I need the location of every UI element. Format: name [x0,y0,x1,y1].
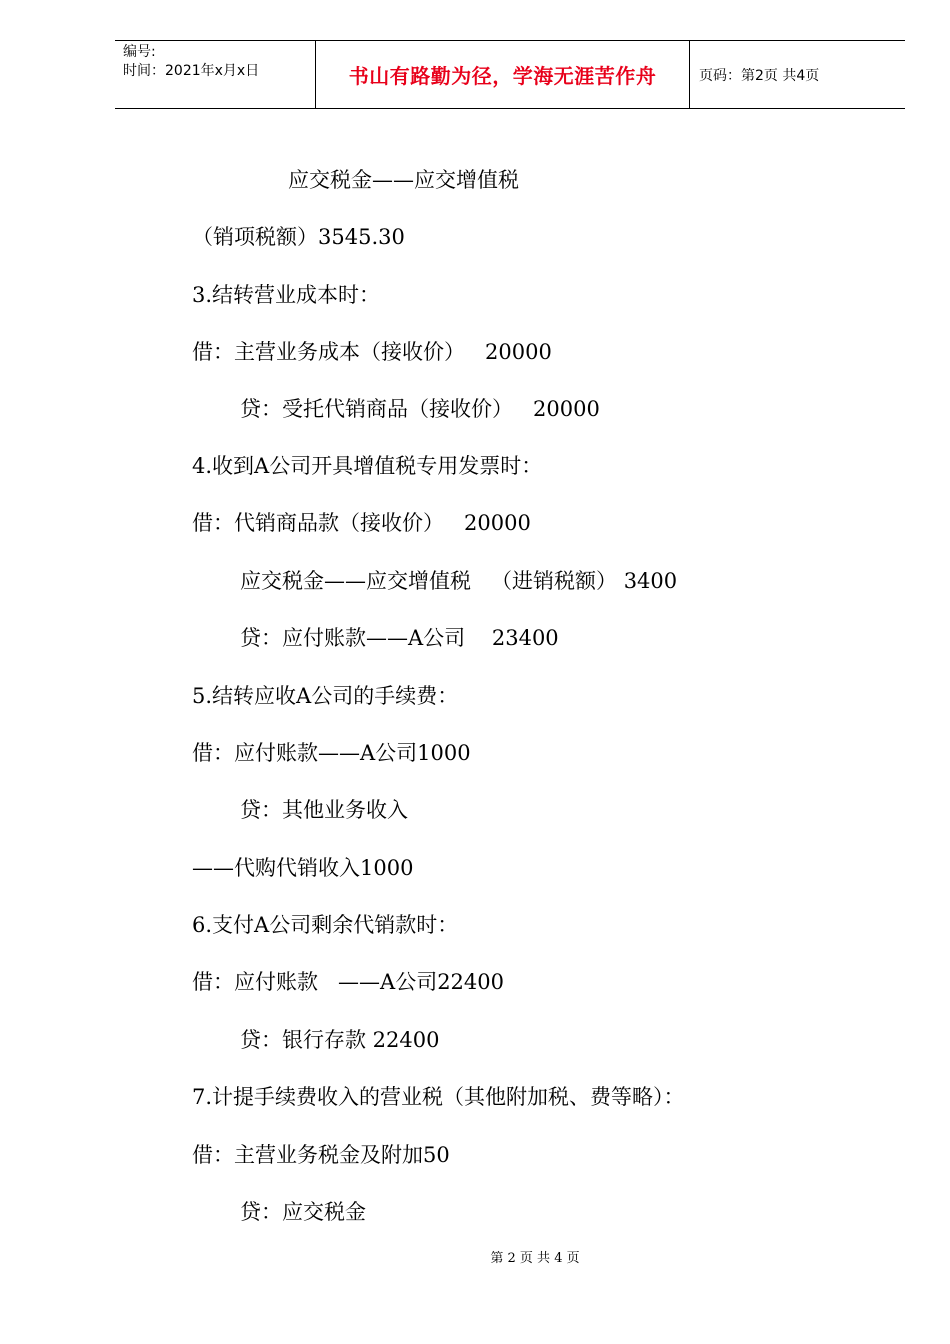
text-line: 3.结转营业成本时： [192,283,381,307]
text-line: 借：应付账款——A公司1000 [192,741,471,765]
header-number: 编号: [123,44,156,60]
text-line: 借：代销商品款（接收价） 20000 [192,511,531,535]
text-line: 借：主营业务成本（接收价） 20000 [192,340,552,364]
text-line: 4.收到A公司开具增值税专用发票时： [192,454,543,478]
text-line: 贷：其他业务收入 [240,798,408,822]
header-page-info: 页码：第2页 共4页 [699,67,820,84]
header-motto: 书山有路勤为径，学海无涯苦作舟 [316,41,690,108]
text-line: 贷：受托代销商品（接收价） 20000 [240,397,600,421]
text-line: 7.计提手续费收入的营业税（其他附加税、费等略）： [192,1085,685,1109]
header-meta-cell [115,41,316,108]
text-line: 贷：应交税金 [240,1200,366,1224]
text-line: 6.支付A公司剩余代销款时： [192,913,459,937]
text-line: 贷：银行存款 22400 [240,1028,440,1052]
page-footer: 第 2 页 共 4 页 [490,1251,580,1266]
header-time: 时间：2021年x月x日 [123,63,260,79]
text-line: 贷：应付账款——A公司 23400 [240,626,559,650]
text-line: 借：应付账款 ——A公司22400 [192,970,504,994]
text-line: 5.结转应收A公司的手续费： [192,684,459,708]
text-line: 应交税金——应交增值税 [288,168,519,192]
text-line: 应交税金——应交增值税 （进销税额） 3400 [240,569,678,593]
page-header [115,40,905,109]
text-line: ——代购代销收入1000 [192,856,414,880]
text-line: 借：主营业务税金及附加50 [192,1143,450,1167]
text-line: （销项税额）3545.30 [192,225,405,249]
